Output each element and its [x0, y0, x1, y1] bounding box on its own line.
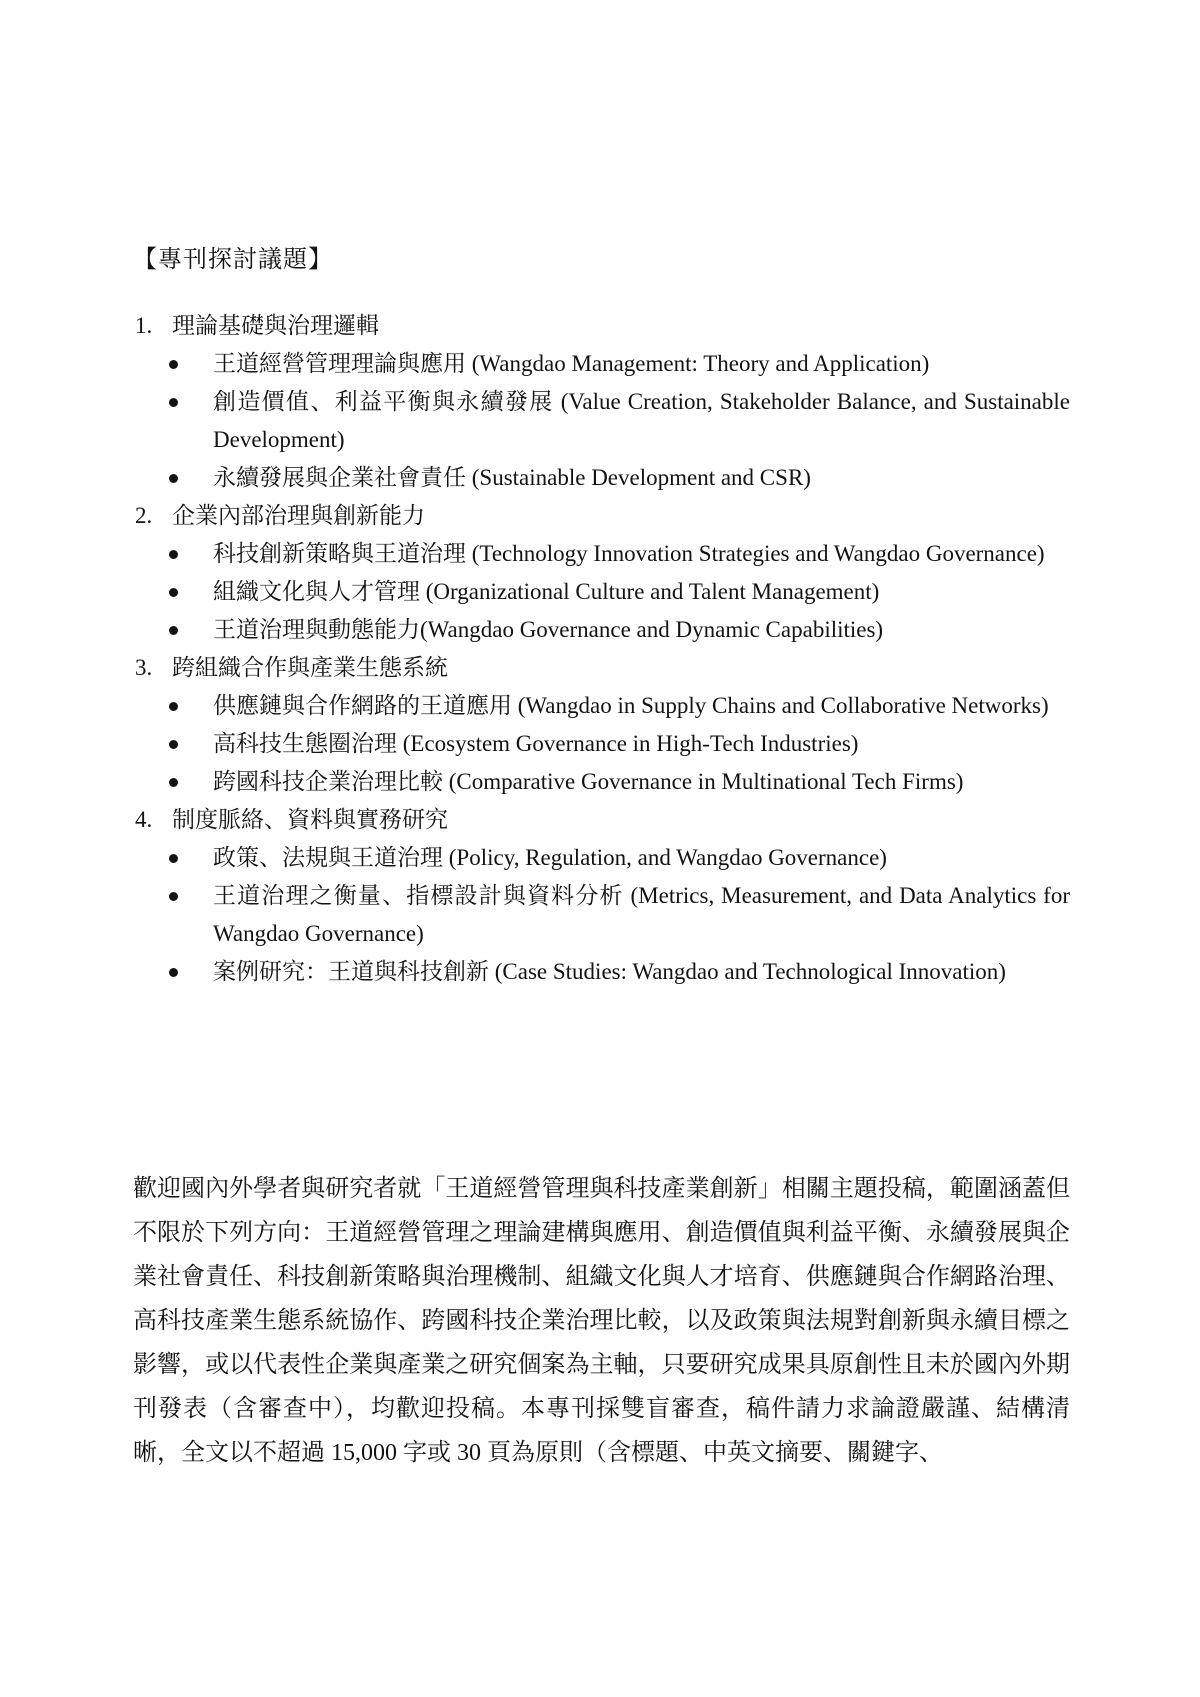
bullet-icon: [169, 854, 178, 863]
bullet-item: [133, 383, 1070, 459]
bullet-item: [133, 877, 1070, 953]
bullet-icon: [169, 778, 178, 787]
bullet-icon: [169, 702, 178, 711]
bullet-text: 組織文化與人才管理 (Organizational Culture and Talent Management): [213, 579, 880, 604]
bullet-icon: [169, 588, 178, 597]
topic-title: 理論基礎與治理邏輯: [172, 313, 379, 338]
bullet-list: [133, 535, 1070, 649]
topic-item: [133, 649, 1070, 801]
topic-item: [133, 307, 1070, 497]
bullet-text: 跨國科技企業治理比較 (Comparative Governance in Multinational Tech Firms): [213, 769, 964, 794]
bullet-item: [133, 535, 1070, 573]
bullet-list: [133, 687, 1070, 801]
bullet-text: 供應鏈與合作網路的王道應用 (Wangdao in Supply Chains and Collaborative Networks): [213, 693, 1049, 718]
topic-number: 2.: [135, 503, 153, 528]
bullet-item: [133, 687, 1070, 725]
topic-number: 1.: [135, 313, 153, 338]
topic-title: 企業內部治理與創新能力: [172, 503, 425, 528]
bullet-item: [133, 573, 1070, 611]
bullet-icon: [169, 474, 178, 483]
bullet-icon: [169, 892, 178, 901]
bullet-list: [133, 345, 1070, 497]
bullet-text: 科技創新策略與王道治理 (Technology Innovation Strategies and Wangdao Governance): [213, 541, 1045, 566]
topic-head: [133, 649, 1070, 687]
bullet-icon: [169, 968, 178, 977]
topic-number: 3.: [135, 655, 153, 680]
topics-list: [133, 307, 1070, 991]
bullet-list: [133, 839, 1070, 991]
bullet-icon: [169, 740, 178, 749]
bullet-item: [133, 345, 1070, 383]
bullet-text: 政策、法規與王道治理 (Policy, Regulation, and Wangdao Governance): [213, 845, 887, 870]
bullet-item: [133, 763, 1070, 801]
topic-title: 跨組織合作與產業生態系統: [172, 655, 448, 680]
bullet-icon: [169, 398, 178, 407]
section-title: 【專刊探討議題】: [133, 247, 333, 273]
bullet-text: 創造價值、利益平衡與永續發展 (Value Creation, Stakeholder Balance, and Sustainable Development): [213, 389, 1070, 452]
topic-title: 制度脈絡、資料與實務研究: [172, 807, 448, 832]
topic-item: [133, 497, 1070, 649]
topic-number: 4.: [135, 807, 153, 832]
closing-paragraph: 歡迎國內外學者與研究者就「王道經營管理與科技產業創新」相關主題投稿，範圍涵蓋但不限於下列方向：王道經營管理之理論建構與應用、創造價值與利益平衡、永續發展與企業社會責任、科技創新策略與治理機制、組織文化與人才培育、供應鏈與合作網路治理、高科技產業生態系統協作、跨國科技企業治理比較，以及政策與法規對創新與永續目標之影響，或以代表性企業與產業之研究個案為主軸，只要研究成果具原創性且未於國內外期刊發表（含審查中），均歡迎投稿。本專刊採雙盲審查，稿件請力求論證嚴謹、結構清晰，全文以不超過 15,000 字或 30 頁為原則（含標題、中英文摘要、關鍵字、: [133, 1176, 1070, 1466]
bullet-text: 高科技生態圈治理 (Ecosystem Governance in High-Tech Industries): [213, 731, 859, 756]
bullet-text: 王道治理之衡量、指標設計與資料分析 (Metrics, Measurement, and Data Analytics for Wangdao Governance): [213, 883, 1070, 946]
topic-item: [133, 801, 1070, 991]
topic-head: [133, 307, 1070, 345]
bullet-text: 永續發展與企業社會責任 (Sustainable Development and CSR): [213, 465, 811, 490]
bullet-item: [133, 953, 1070, 991]
bullet-text: 王道治理與動態能力(Wangdao Governance and Dynamic Capabilities): [213, 617, 884, 642]
bullet-item: [133, 839, 1070, 877]
bullet-item: [133, 611, 1070, 649]
bullet-icon: [169, 550, 178, 559]
bullet-text: 王道經營管理理論與應用 (Wangdao Management: Theory and Application): [213, 351, 930, 376]
bullet-icon: [169, 360, 178, 369]
bullet-text: 案例研究：王道與科技創新 (Case Studies: Wangdao and Technological Innovation): [213, 959, 1006, 984]
topic-head: [133, 801, 1070, 839]
topic-head: [133, 497, 1070, 535]
bullet-item: [133, 725, 1070, 763]
bullet-icon: [169, 626, 178, 635]
bullet-item: [133, 459, 1070, 497]
